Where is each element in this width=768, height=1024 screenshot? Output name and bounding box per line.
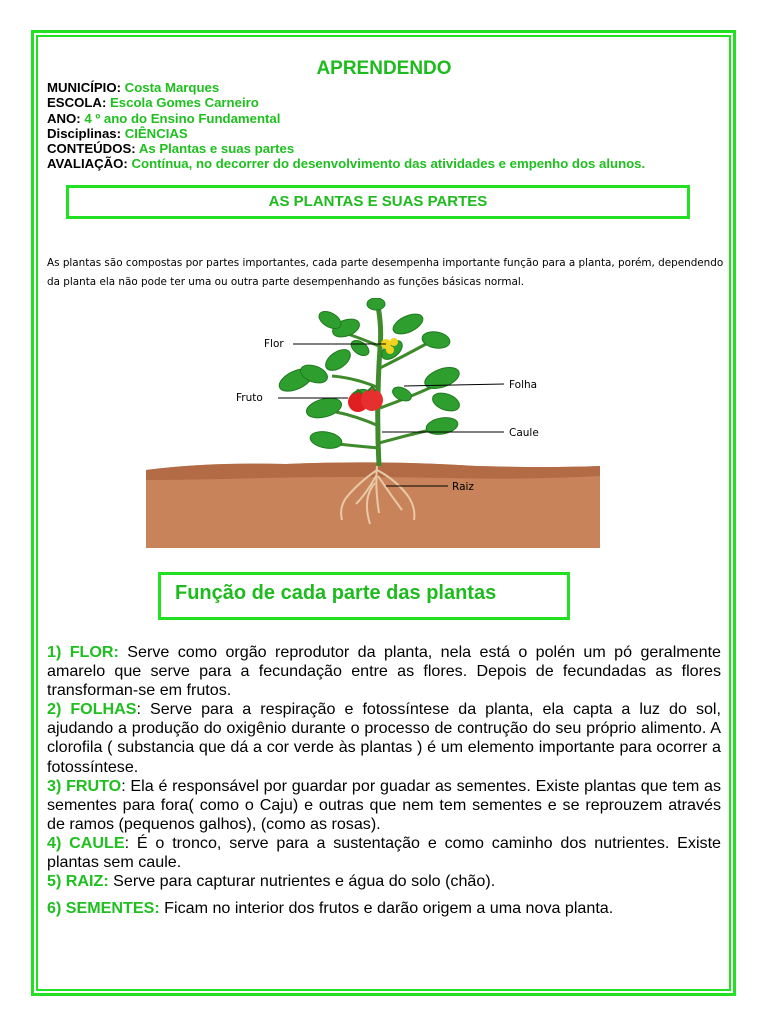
worksheet-info bbox=[47, 80, 645, 172]
info-row-disciplinas: Disciplinas: CIÊNCIAS bbox=[47, 125, 188, 141]
list-item-sementes: 6) SEMENTES: Ficam no interior dos frutos e darão origem a uma nova planta. bbox=[47, 899, 614, 918]
info-row-ano: ANO: 4 º ano do Ensino Fundamental bbox=[47, 110, 281, 126]
info-row-municipio: MUNICÍPIO: Costa Marques bbox=[47, 80, 220, 95]
label-raiz: Raiz bbox=[452, 481, 474, 493]
intro-paragraph: As plantas são compostas por partes importantes, cada parte desempenha importante função para a planta, porém, dependendo da planta ela não pode ter uma ou outra parte desempenhando as funções básicas normal. bbox=[47, 257, 724, 288]
list-item-raiz: 5) RAIZ: Serve para capturar nutrientes e água do solo (chão). bbox=[47, 872, 496, 891]
list-item-folhas: 2) FOLHAS: Serve para a respiração e fotossíntese da planta, ela capta a luz do sol, ajudando a produção do oxigênio durante o processo de contrução do seu próprio alimento. A clorofila ( substancia que dá a cor verde às plantas ) é um elemento importante para ocorrer a fotossíntese. bbox=[47, 700, 721, 776]
list-item-flor: 1) FLOR: Serve como orgão reprodutor da planta, nela está o polén um pó geralmente amarelo que serve para a fecundação entre as flores. Depois de fecundadas as flores transforman-se em frutos. bbox=[47, 643, 721, 700]
page-title: APRENDENDO bbox=[316, 58, 452, 79]
label-flor: Flor bbox=[264, 338, 284, 350]
list-item-fruto: 3) FRUTO: Ela é responsável por guardar por guadar as sementes. Existe plantas que tem as sementes para fora( como o Caju) e outras que nem tem sementes e se reprouzem através de ramos (pequenos galhos), (como as rosas). bbox=[47, 776, 721, 833]
list-item-caule: 4) CAULE: É o tronco, serve para a sustentação e como caminho dos nutrientes. Existe plantas sem caule. bbox=[47, 833, 721, 872]
plant-diagram bbox=[146, 298, 600, 548]
label-fruto: Fruto bbox=[236, 392, 263, 404]
info-row-escola: ESCOLA: Escola Gomes Carneiro bbox=[47, 95, 259, 111]
label-folha: Folha bbox=[509, 379, 538, 391]
parts-list bbox=[47, 643, 721, 918]
section-heading-functions: Função de cada parte das plantas bbox=[158, 572, 570, 620]
info-row-avaliacao: AVALIAÇÃO: Contínua, no decorrer do desenvolvimento das atividades e empenho dos alunos. bbox=[47, 156, 646, 172]
leaves bbox=[276, 298, 462, 451]
info-row-conteudos: CONTEÚDOS: As Plantas e suas partes bbox=[47, 141, 295, 157]
section-heading-plants: AS PLANTAS E SUAS PARTES bbox=[66, 185, 690, 219]
label-caule: Caule bbox=[509, 427, 539, 439]
